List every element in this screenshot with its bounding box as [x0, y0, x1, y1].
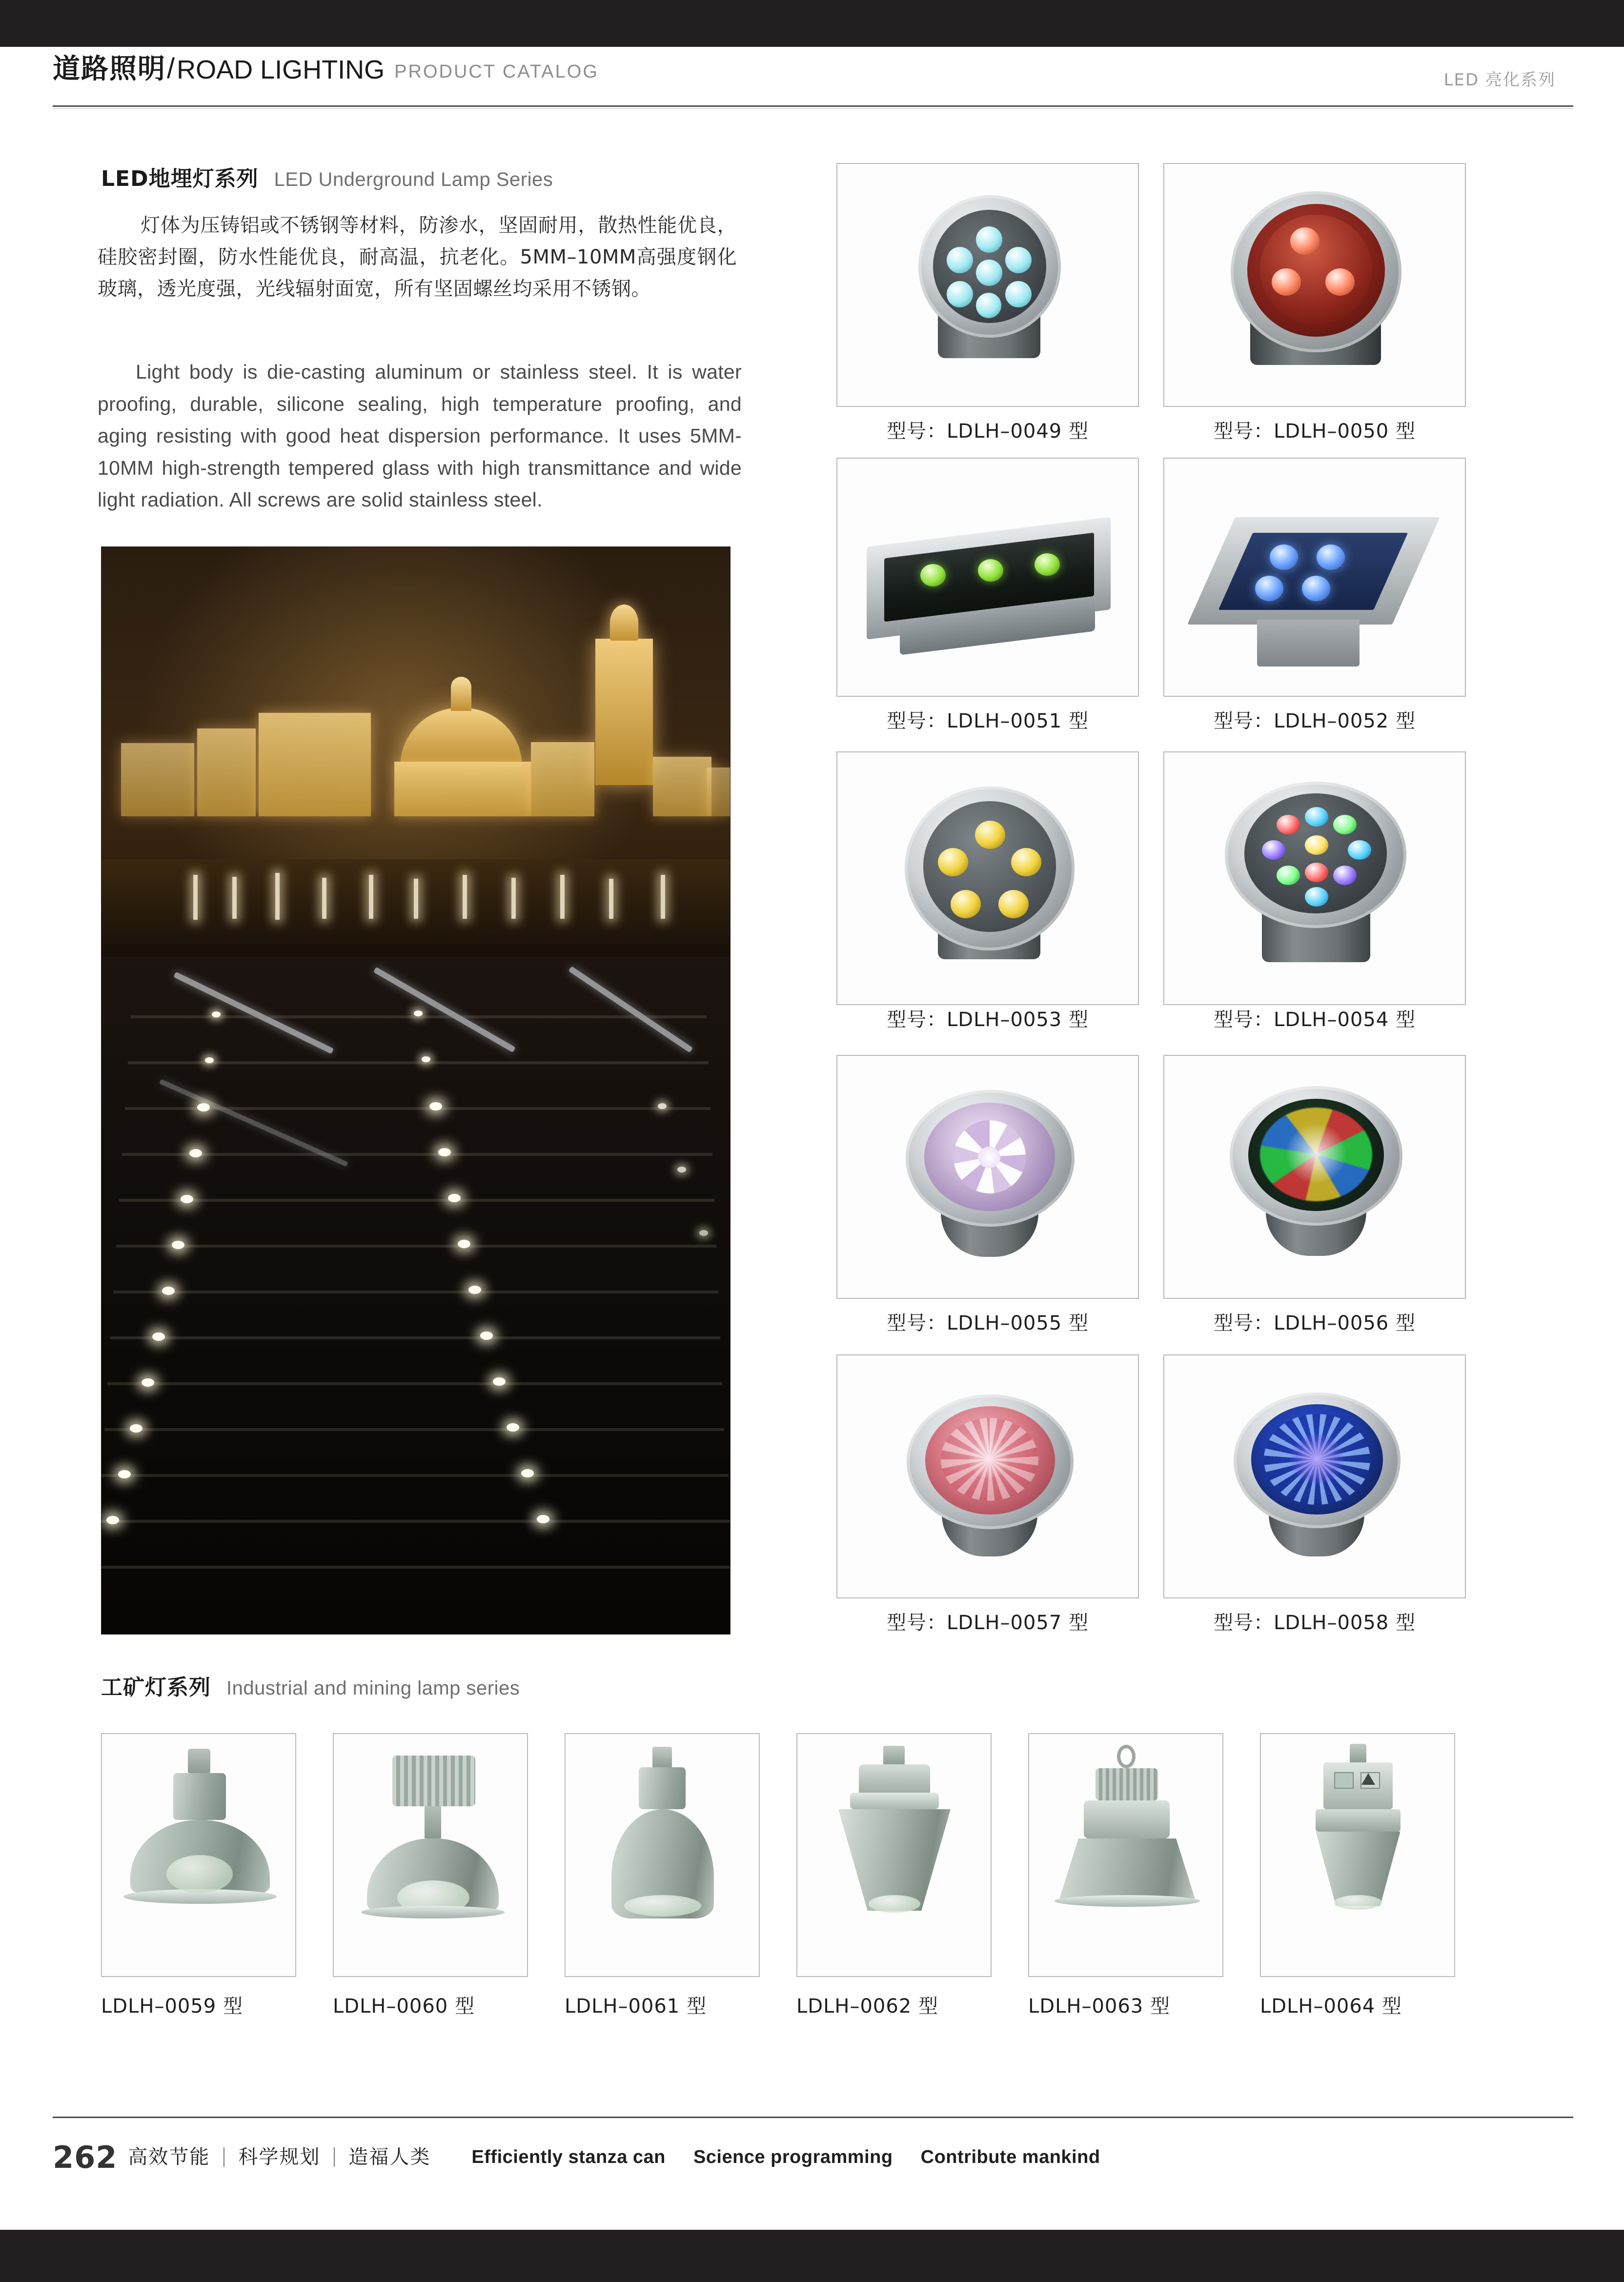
header-title-group	[53, 55, 599, 83]
product-caption: LDLH–0064 型	[1260, 1995, 1402, 2018]
photo-underground-lamp-dot	[507, 1423, 519, 1432]
photo-underground-lamp-dot	[480, 1332, 493, 1340]
photo-building	[531, 742, 594, 816]
lamp-art-highbay-cone	[1029, 1734, 1222, 1976]
bottom-dark-band	[0, 2230, 1624, 2282]
product-caption: 型号：LDLH–0058 型	[1214, 1612, 1416, 1634]
photo-step-edge	[102, 1474, 729, 1477]
photo-bollard-light	[275, 873, 280, 920]
photo-underground-lamp-dot	[521, 1469, 534, 1477]
photo-step-edge	[104, 1428, 724, 1431]
footer-content	[53, 2135, 1123, 2179]
photo-underground-lamp-dot	[197, 1103, 210, 1111]
footer-slogan-en-1: Efficiently stanza can	[471, 2146, 666, 2167]
lamp-art-round-star-lens	[837, 1056, 1138, 1298]
product-caption: 型号：LDLH–0054 型	[1214, 1009, 1416, 1031]
photo-stairs	[102, 957, 731, 1635]
product-image-frame	[1163, 1354, 1466, 1598]
lamp-art-round-red	[1164, 164, 1465, 406]
photo-underground-lamp-dot	[162, 1287, 175, 1295]
photo-bollard-light	[609, 879, 613, 919]
product-caption: 型号：LDLH–0051 型	[887, 710, 1089, 732]
description-cn-text: 灯体为压铸铝或不锈钢等材料，防渗水，坚固耐用，散热性能优良，硅胶密封圈，防水性能优良，耐高温，抗老化。5MM–10MM高强度钢化玻璃，透光度强，光线辐射面宽，所有坚固螺丝均采用不锈钢。	[98, 214, 737, 300]
photo-bollard-light	[369, 875, 373, 919]
photo-railing	[568, 966, 693, 1053]
product-caption: LDLH–0059 型	[101, 1995, 243, 2018]
photo-clock-tower	[595, 639, 653, 785]
photo-underground-lamp-dot	[458, 1240, 470, 1248]
photo-underground-lamp-dot	[429, 1102, 442, 1111]
product-image-frame	[1163, 1055, 1466, 1299]
header-subtitle: PRODUCT CATALOG	[394, 61, 599, 82]
photo-bollard-light	[560, 875, 565, 919]
section-title-industrial	[101, 1670, 520, 1701]
product-caption: 型号：LDLH–0049 型	[887, 420, 1089, 443]
photo-step-edge	[125, 1107, 710, 1110]
section-title-underground-cn: LED地埋灯系列	[101, 166, 259, 191]
photo-underground-lamp-dot	[106, 1516, 119, 1524]
photo-bollard-light	[193, 875, 198, 920]
photo-building	[394, 762, 531, 816]
product-image-frame	[836, 1354, 1139, 1598]
footer-slogan-cn-2: 科学规划	[224, 2147, 335, 2167]
photo-underground-lamp-dot	[130, 1424, 142, 1433]
lamp-art-rect-green	[837, 459, 1138, 696]
photo-underground-lamp-dot	[212, 1011, 221, 1017]
footer-slogan-cn-3: 造福人类	[348, 2146, 431, 2168]
photo-building	[121, 743, 194, 816]
photo-step-edge	[102, 1566, 731, 1569]
lamp-art-highbay-deep	[566, 1734, 759, 1976]
product-caption: LDLH–0062 型	[796, 1995, 938, 2018]
product-caption: 型号：LDLH–0052 型	[1214, 710, 1416, 732]
lamp-art-highbay-box	[334, 1734, 527, 1976]
photo-underground-lamp-dot	[658, 1103, 667, 1109]
product-caption: 型号：LDLH–0056 型	[1214, 1312, 1416, 1334]
lamp-art-highbay-wide	[102, 1734, 295, 1976]
photo-step-edge	[107, 1382, 722, 1385]
header-rule	[53, 105, 1573, 107]
product-image-frame	[1163, 458, 1466, 697]
product-image-frame	[836, 1055, 1139, 1299]
photo-underground-lamp-dot	[414, 1010, 423, 1016]
photo-bollard-light	[232, 877, 237, 919]
product-image-frame	[1163, 163, 1466, 407]
photo-underground-lamp-dot	[142, 1378, 154, 1387]
night-cityscape-stairs-photo	[101, 546, 731, 1635]
lamp-art-round-rgb	[1164, 752, 1465, 1004]
lamp-art-highbay-bucket	[797, 1734, 991, 1976]
footer-slogan-en-2: Science programming	[693, 2146, 893, 2167]
description-en-text: Light body is die-casting aluminum or stainless steel. It is water proofing, durable, silicone sealing, high temperature proofing, and aging resisting with good heat dispersion performance. It uses 5MM-10MM high-strength tempered glass with high transmittance and wide light radiation. All screws are solid stainless steel.	[98, 361, 742, 511]
lamp-art-round-multi-white	[837, 164, 1138, 406]
lamp-art-highbay-explosion-proof	[1261, 1734, 1454, 1976]
header-slash: /	[167, 53, 175, 84]
photo-bollard-light	[414, 879, 418, 919]
footer-slogan-en-3: Contribute mankind	[920, 2146, 1100, 2167]
product-caption: LDLH–0063 型	[1028, 1995, 1170, 2018]
photo-underground-lamp-dot	[468, 1286, 481, 1294]
footer-slogan-cn-1: 高效节能	[128, 2147, 224, 2167]
section-title-underground	[101, 161, 553, 192]
photo-underground-lamp-dot	[699, 1230, 708, 1236]
photo-building	[259, 713, 371, 816]
header-title-cn: 道路照明	[53, 53, 166, 85]
section-title-industrial-cn: 工矿灯系列	[101, 1675, 211, 1700]
product-image-frame	[1028, 1733, 1223, 1977]
photo-bollard-light	[661, 875, 665, 919]
photo-railing	[173, 972, 334, 1054]
photo-step-edge	[122, 1153, 712, 1156]
photo-underground-lamp-dot	[172, 1241, 184, 1249]
footer-rule	[53, 2117, 1573, 2118]
footer-slogan-en	[471, 2147, 1122, 2168]
photo-step-edge	[102, 1520, 731, 1523]
product-image-frame	[796, 1733, 992, 1977]
product-caption: 型号：LDLH–0055 型	[887, 1312, 1089, 1334]
product-image-frame	[565, 1733, 760, 1977]
photo-step-edge	[119, 1199, 714, 1202]
top-dark-band	[0, 0, 1624, 47]
photo-underground-lamp-dot	[537, 1515, 549, 1523]
photo-underground-lamp-dot	[422, 1056, 430, 1062]
photo-step-edge	[128, 1061, 709, 1064]
product-caption: LDLH–0060 型	[333, 1995, 475, 2018]
product-caption: 型号：LDLH–0053 型	[887, 1009, 1089, 1031]
product-image-frame	[836, 163, 1139, 407]
photo-bollard-light	[463, 875, 467, 919]
product-caption: 型号：LDLH–0057 型	[887, 1612, 1089, 1634]
section-title-underground-en: LED Underground Lamp Series	[274, 169, 553, 190]
section-title-industrial-en: Industrial and mining lamp series	[226, 1677, 520, 1699]
photo-bollard-light	[322, 878, 326, 919]
photo-building	[707, 767, 731, 816]
product-image-frame	[333, 1733, 528, 1977]
photo-step-edge	[110, 1336, 720, 1339]
product-image-frame	[101, 1733, 296, 1977]
photo-underground-lamp-dot	[438, 1148, 451, 1156]
photo-underground-lamp-dot	[205, 1057, 214, 1063]
product-caption: 型号：LDLH–0050 型	[1214, 420, 1416, 443]
description-paragraph-cn	[98, 210, 737, 304]
photo-railing	[373, 967, 516, 1052]
photo-step-edge	[116, 1245, 716, 1248]
product-image-frame	[1163, 751, 1466, 1005]
lamp-art-round-5-yellow	[837, 752, 1138, 1004]
lamp-art-square-blue	[1164, 459, 1465, 696]
photo-building	[197, 728, 256, 816]
photo-underground-lamp-dot	[448, 1194, 461, 1202]
description-paragraph-en	[98, 356, 742, 516]
lamp-art-round-pink-dense	[837, 1355, 1138, 1597]
photo-step-edge	[113, 1291, 718, 1293]
header-rule-thin	[53, 108, 1573, 109]
product-caption: LDLH–0061 型	[565, 1995, 707, 2018]
photo-underground-lamp-dot	[189, 1149, 202, 1157]
header-series-label: LED 亮化系列	[1443, 70, 1556, 90]
lamp-art-round-swirl-rgb	[1164, 1056, 1465, 1298]
photo-bollard-light	[511, 878, 516, 919]
lamp-art-round-blue-dense	[1164, 1355, 1465, 1597]
header-title-en: ROAD LIGHTING	[177, 55, 385, 84]
photo-underground-lamp-dot	[493, 1377, 506, 1386]
product-image-frame	[1260, 1733, 1455, 1977]
photo-underground-lamp-dot	[152, 1333, 165, 1341]
product-image-frame	[836, 458, 1139, 697]
photo-building	[653, 757, 711, 816]
product-image-frame	[836, 751, 1139, 1005]
photo-underground-lamp-dot	[677, 1167, 686, 1172]
page-header	[0, 47, 1624, 108]
photo-underground-lamp-dot	[118, 1470, 131, 1478]
photo-underground-lamp-dot	[181, 1195, 193, 1203]
page-number: 262	[53, 2139, 118, 2175]
